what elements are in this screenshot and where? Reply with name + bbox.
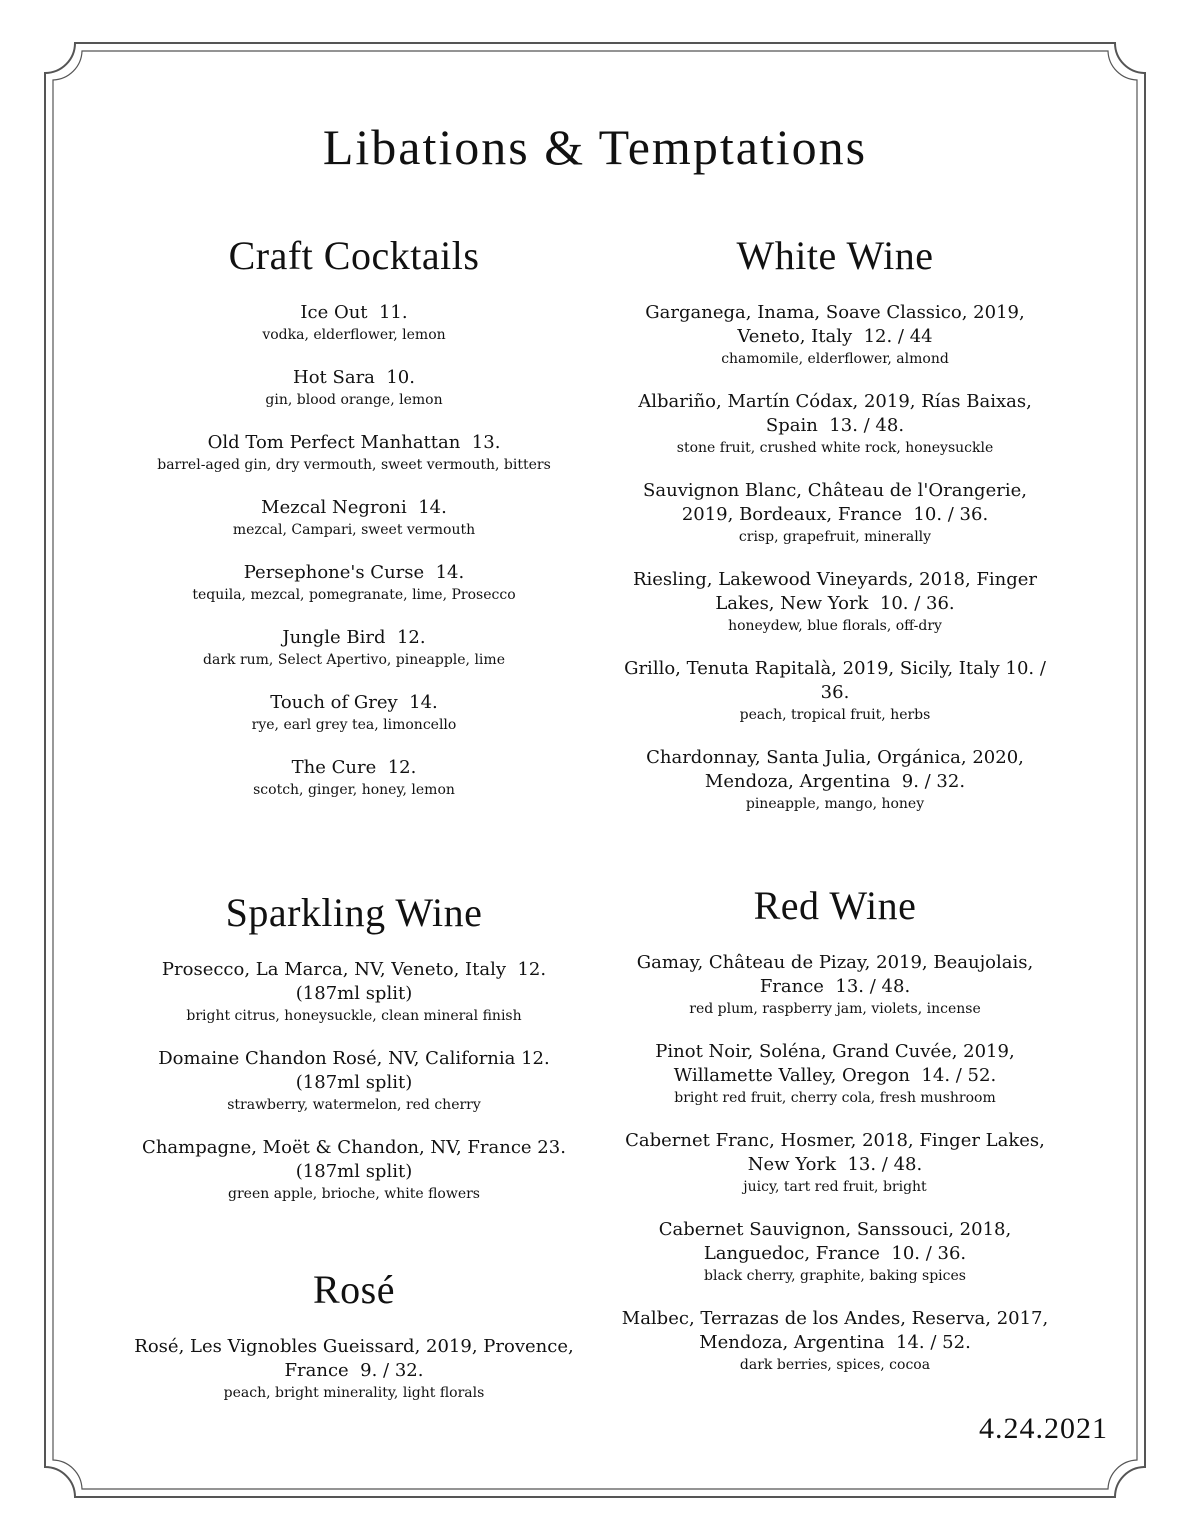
menu-item — [615, 568, 1055, 636]
item-name: Old Tom Perfect Manhattan 13. — [207, 432, 501, 453]
item-description: dark rum, Select Apertivo, pineapple, lime — [203, 652, 505, 668]
item-description: green apple, brioche, white flowers — [228, 1186, 480, 1202]
item-description: peach, bright minerality, light florals — [223, 1385, 485, 1401]
menu-item — [615, 1129, 1055, 1197]
menu-item — [134, 626, 574, 670]
item-name: Domaine Chandon Rosé, NV, California 12. (187ml split) — [158, 1048, 562, 1093]
item-name: Champagne, Moët & Chandon, NV, France 23. (187ml split) — [142, 1137, 572, 1182]
item-name: Albariño, Martín Códax, 2019, Rías Baixas, Spain 13. / 48. — [638, 391, 1038, 436]
item-description: red plum, raspberry jam, violets, incense — [689, 1001, 981, 1017]
menu-item — [134, 958, 574, 1026]
section-heading: Red Wine — [753, 883, 917, 928]
menu-item — [134, 366, 574, 410]
menu-item — [615, 746, 1055, 814]
item-list — [134, 301, 574, 800]
item-description: dark berries, spices, cocoa — [739, 1357, 931, 1373]
item-description: juicy, tart red fruit, bright — [743, 1179, 927, 1195]
item-description: bright citrus, honeysuckle, clean mineral finish — [186, 1008, 522, 1024]
item-name: Hot Sara 10. — [293, 367, 415, 388]
item-name: Grillo, Tenuta Rapitalà, 2019, Sicily, Italy 10. / 36. — [624, 658, 1052, 703]
item-description: gin, blood orange, lemon — [265, 392, 443, 408]
item-name: Riesling, Lakewood Vineyards, 2018, Finger Lakes, New York 10. / 36. — [632, 569, 1043, 614]
item-description: peach, tropical fruit, herbs — [739, 707, 931, 723]
item-list — [134, 958, 574, 1204]
item-description: barrel-aged gin, dry vermouth, sweet vermouth, bitters — [157, 457, 551, 473]
item-name: The Cure 12. — [291, 757, 417, 778]
item-name: Touch of Grey 14. — [270, 692, 438, 713]
menu-date: 4.24.2021 — [979, 1412, 1108, 1445]
item-description: tequila, mezcal, pomegranate, lime, Prosecco — [192, 587, 516, 603]
item-name: Rosé, Les Vignobles Gueissard, 2019, Provence, France 9. / 32. — [134, 1336, 580, 1381]
item-name: Mezcal Negroni 14. — [261, 497, 447, 518]
section-red-wine — [615, 882, 1055, 1396]
item-list — [615, 951, 1055, 1375]
item-name: Chardonnay, Santa Julia, Orgánica, 2020, Mendoza, Argentina 9. / 32. — [646, 747, 1030, 792]
item-list — [134, 1335, 580, 1403]
menu-item — [615, 951, 1055, 1019]
item-name: Gamay, Château de Pizay, 2019, Beaujolais, France 13. / 48. — [636, 952, 1039, 997]
item-list — [615, 301, 1055, 814]
menu-item — [134, 496, 574, 540]
item-description: crisp, grapefruit, minerally — [738, 529, 932, 545]
item-description: stone fruit, crushed white rock, honeysuckle — [676, 440, 994, 456]
menu-item — [615, 479, 1055, 547]
item-description: pineapple, mango, honey — [745, 796, 925, 812]
item-description: rye, earl grey tea, limoncello — [251, 717, 457, 733]
menu-item — [615, 301, 1055, 369]
item-name: Cabernet Franc, Hosmer, 2018, Finger Lakes, New York 13. / 48. — [625, 1130, 1051, 1175]
item-description: black cherry, graphite, baking spices — [704, 1268, 966, 1284]
item-name: Malbec, Terrazas de los Andes, Reserva, 2017, Mendoza, Argentina 14. / 52. — [621, 1308, 1054, 1353]
menu-item — [134, 1136, 574, 1204]
menu-item — [615, 390, 1055, 458]
menu-item — [615, 1307, 1055, 1375]
section-sparkling-wine — [134, 889, 574, 1225]
item-description: chamomile, elderflower, almond — [721, 351, 949, 367]
section-heading: White Wine — [736, 233, 934, 278]
menu-item — [134, 1335, 580, 1403]
menu-item — [134, 1047, 574, 1115]
item-name: Ice Out 11. — [300, 302, 408, 323]
item-name: Garganega, Inama, Soave Classico, 2019, Veneto, Italy 12. / 44 — [645, 302, 1031, 347]
menu-item — [615, 1040, 1055, 1108]
item-name: Sauvignon Blanc, Château de l'Orangerie, 2019, Bordeaux, France 10. / 36. — [643, 480, 1033, 525]
item-name: Jungle Bird 12. — [282, 627, 426, 648]
item-name: Pinot Noir, Soléna, Grand Cuvée, 2019, Willamette Valley, Oregon 14. / 52. — [655, 1041, 1021, 1086]
menu-item — [134, 301, 574, 345]
section-heading: Sparkling Wine — [225, 890, 483, 935]
item-description: scotch, ginger, honey, lemon — [253, 782, 455, 798]
item-description: honeydew, blue florals, off-dry — [728, 618, 942, 634]
menu-item — [615, 657, 1055, 725]
menu-item — [134, 431, 574, 475]
item-name: Prosecco, La Marca, NV, Veneto, Italy 12. (187ml split) — [161, 959, 552, 1004]
section-rose — [134, 1266, 580, 1424]
section-craft-cocktails — [134, 232, 574, 821]
menu-title: Libations & Temptations — [322, 119, 868, 175]
section-white-wine — [615, 232, 1055, 835]
section-heading: Rosé — [313, 1267, 395, 1312]
item-name: Cabernet Sauvignon, Sanssouci, 2018, Languedoc, France 10. / 36. — [658, 1219, 1017, 1264]
item-description: bright red fruit, cherry cola, fresh mushroom — [674, 1090, 996, 1106]
menu-item — [134, 756, 574, 800]
menu-item — [134, 561, 574, 605]
item-name: Persephone's Curse 14. — [243, 562, 465, 583]
item-description: mezcal, Campari, sweet vermouth — [232, 522, 476, 538]
menu-item — [615, 1218, 1055, 1286]
section-heading: Craft Cocktails — [228, 233, 480, 278]
item-description: vodka, elderflower, lemon — [262, 327, 446, 343]
menu-item — [134, 691, 574, 735]
item-description: strawberry, watermelon, red cherry — [227, 1097, 481, 1113]
